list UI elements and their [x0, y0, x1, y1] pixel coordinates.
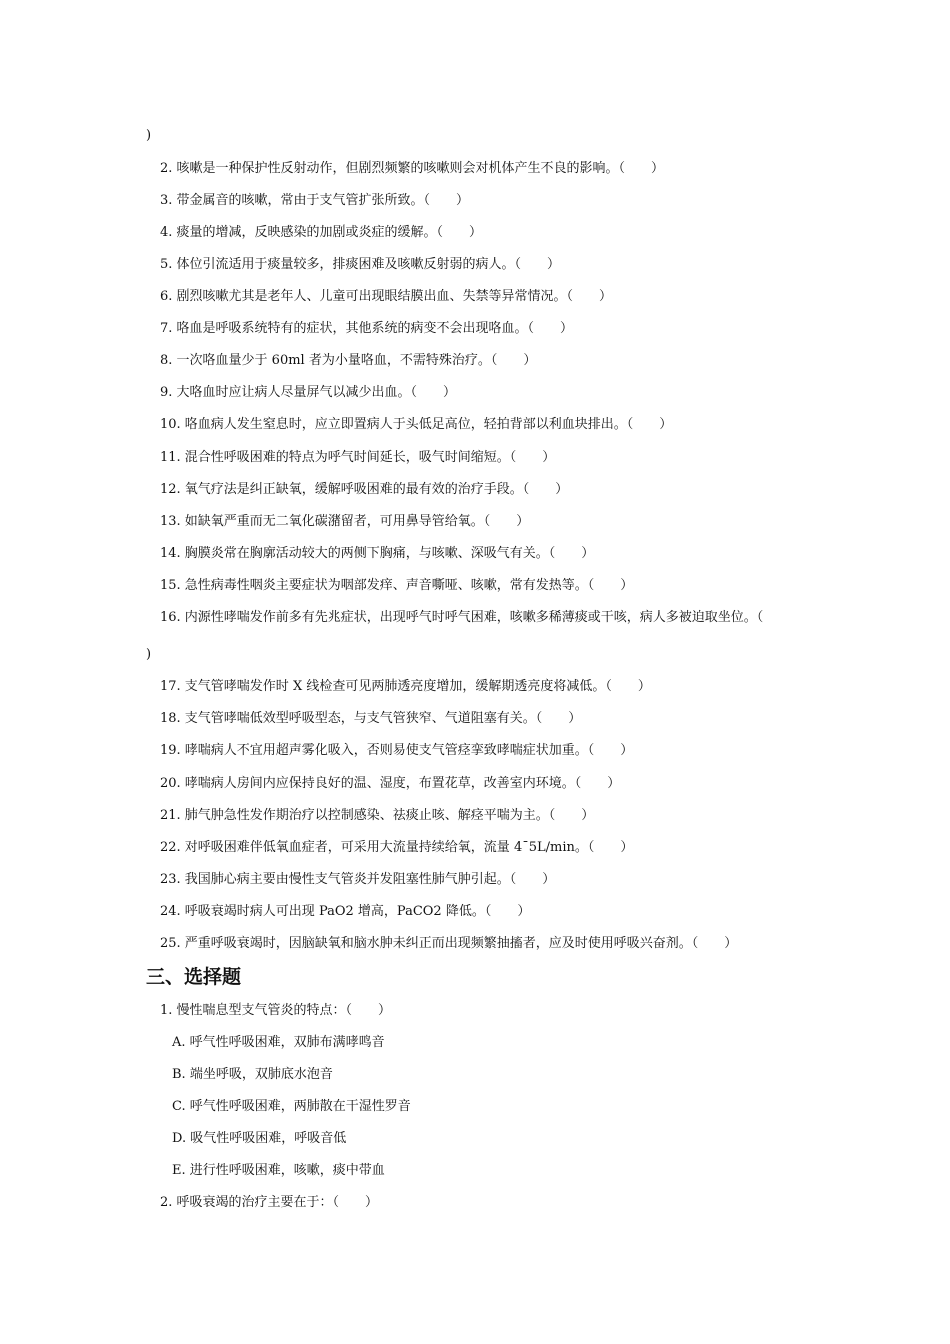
continuation-text: )	[146, 128, 152, 143]
tf-question: 4. 痰量的增减，反映感染的加剧或炎症的缓解。（ ）	[160, 225, 483, 240]
tf-question: 23. 我国肺心病主要由慢性支气管炎并发阻塞性肺气肿引起。（ ）	[160, 872, 556, 887]
tf-question: 18. 支气管哮喘低效型呼吸型态，与支气管狭窄、气道阻塞有关。（ ）	[160, 711, 582, 726]
mc-option: C. 呼气性呼吸困难，两肺散在干湿性罗音	[172, 1099, 411, 1114]
tf-question: 15. 急性病毒性咽炎主要症状为咽部发痒、声音嘶哑、咳嗽，常有发热等。（ ）	[160, 578, 634, 593]
mc-question: 2. 呼吸衰竭的治疗主要在于：（ ）	[160, 1195, 379, 1210]
tf-question: 19. 哮喘病人不宜用超声雾化吸入，否则易使支气管痉挛致哮喘症状加重。（ ）	[160, 743, 634, 758]
tf-question: 24. 呼吸衰竭时病人可出现 PaO2 增高，PaCO2 降低。（ ）	[160, 904, 531, 919]
tf-question: 21. 肺气肿急性发作期治疗以控制感染、祛痰止咳、解痉平喘为主。（ ）	[160, 808, 595, 823]
tf-question: 17. 支气管哮喘发作时 X 线检查可见两肺透亮度增加，缓解期透亮度将减低。（ ）	[160, 679, 651, 694]
tf-question: 20. 哮喘病人房间内应保持良好的温、湿度，布置花草，改善室内环境。（ ）	[160, 776, 621, 791]
mc-option: A. 呼气性呼吸困难，双肺布满哮鸣音	[172, 1035, 385, 1050]
tf-question: 12. 氧气疗法是纠正缺氧，缓解呼吸困难的最有效的治疗手段。（ ）	[160, 482, 569, 497]
tf-question: 9. 大咯血时应让病人尽量屏气以减少出血。（ ）	[160, 385, 457, 400]
mc-option: E. 进行性呼吸困难，咳嗽，痰中带血	[172, 1163, 385, 1178]
section-heading: 三、选择题	[146, 966, 242, 988]
tf-question: 13. 如缺氧严重而无二氧化碳潴留者，可用鼻导管给氧。（ ）	[160, 514, 530, 529]
tf-question: 16. 内源性哮喘发作前多有先兆症状，出现呼气时呼气困难，咳嗽多稀薄痰或干咳，病人多被迫取坐位。（	[160, 610, 764, 625]
mc-option: D. 吸气性呼吸困难，呼吸音低	[172, 1131, 347, 1146]
tf-question: 2. 咳嗽是一种保护性反射动作，但剧烈频繁的咳嗽则会对机体产生不良的影响。（ ）	[160, 161, 665, 176]
tf-question: 10. 咯血病人发生窒息时，应立即置病人于头低足高位，轻拍背部以利血块排出。（ ）	[160, 417, 673, 432]
tf-question: 7. 咯血是呼吸系统特有的症状，其他系统的病变不会出现咯血。（ ）	[160, 321, 574, 336]
tf-question: 11. 混合性呼吸困难的特点为呼气时间延长，吸气时间缩短。（ ）	[160, 450, 556, 465]
tf-question: 25. 严重呼吸衰竭时，因脑缺氧和脑水肿未纠正而出现频繁抽搐者，应及时使用呼吸兴奋剂。（ ）	[160, 936, 738, 951]
continuation-text: )	[146, 647, 152, 662]
tf-question: 6. 剧烈咳嗽尤其是老年人、儿童可出现眼结膜出血、失禁等异常情况。（ ）	[160, 289, 613, 304]
mc-option: B. 端坐呼吸，双肺底水泡音	[172, 1067, 333, 1082]
tf-question: 5. 体位引流适用于痰量较多，排痰困难及咳嗽反射弱的病人。（ ）	[160, 257, 561, 272]
tf-question: 22. 对呼吸困难伴低氧血症者，可采用大流量持续给氧，流量 4¯5L/min。（ ）	[160, 840, 634, 855]
tf-question: 8. 一次咯血量少于 60ml 者为小量咯血，不需特殊治疗。（ ）	[160, 353, 537, 368]
tf-question: 3. 带金属音的咳嗽，常由于支气管扩张所致。（ ）	[160, 193, 470, 208]
tf-question: 14. 胸膜炎常在胸廓活动较大的两侧下胸痛，与咳嗽、深吸气有关。（ ）	[160, 546, 595, 561]
mc-question: 1. 慢性喘息型支气管炎的特点：（ ）	[160, 1003, 392, 1018]
